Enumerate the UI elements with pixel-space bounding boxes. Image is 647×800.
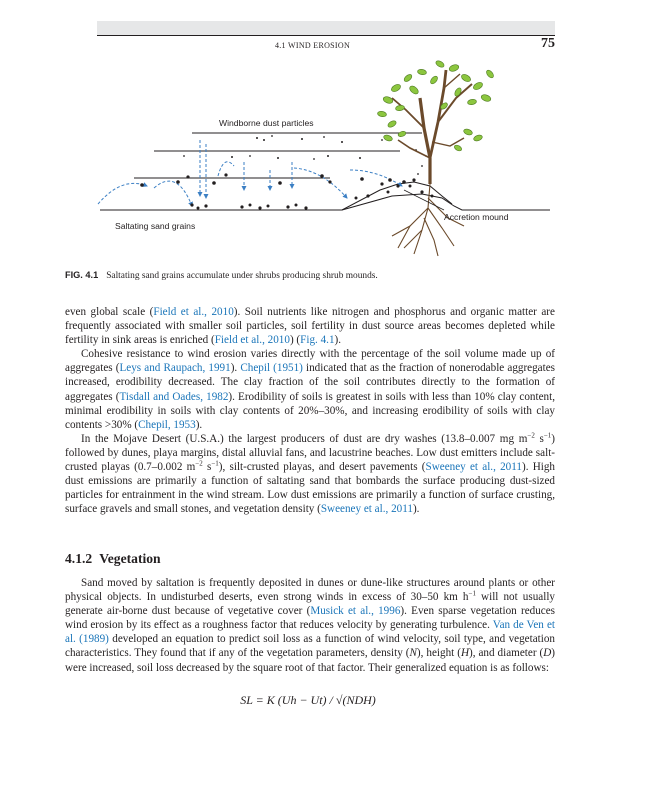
citation-link[interactable]: Sweeney et al., 2011 xyxy=(320,503,413,516)
mound-base xyxy=(342,194,550,210)
text-run: ). Even sparse vegetation reduces wind erosion by its effect as a roughness factor that reduces velocity by generating turbulence. xyxy=(65,605,556,632)
running-head: 4.1 WIND EROSION xyxy=(274,41,351,50)
paragraph-1 xyxy=(65,305,555,347)
paragraph-2 xyxy=(65,347,555,432)
superscript: −2 xyxy=(527,431,535,440)
citation-link[interactable]: Field et al., 2010 xyxy=(214,334,290,347)
body-text-lower xyxy=(65,576,555,675)
text-run: ) ( xyxy=(289,334,301,347)
section-number: 4.1.2 xyxy=(65,551,93,566)
text-run: will not usually generate air-borne dust because of vegetative cover ( xyxy=(65,591,555,618)
section-heading xyxy=(65,551,161,567)
citation-link[interactable]: Chepil (1951) xyxy=(240,362,303,375)
text-run: ), silt-crusted playas, and desert pavements ( xyxy=(218,461,426,474)
text-run: Sand moved by saltation is frequently deposited in dunes or dune-like structures around plants or other physical objects. In undisturbed deserts, even strong winds in excess of 30–50 km h xyxy=(65,577,555,604)
figure-caption-text: Saltating sand grains accumulate under shrubs producing shrub mounds. xyxy=(106,271,378,281)
text-run: ), and diameter ( xyxy=(469,647,544,660)
citation-link[interactable]: Leys and Raupach, 1991 xyxy=(119,362,231,375)
text-run: ). xyxy=(195,418,203,431)
header-bar xyxy=(97,21,555,36)
text-run: developed an equation to predict soil loss as a function of wind velocity, soil type, and vegetation characteristics. They found that if any of the vegetation parameters, density ( xyxy=(65,633,555,660)
text-run: ). xyxy=(412,503,420,516)
label-saltating-grains: Saltating sand grains xyxy=(115,221,196,231)
citation-link[interactable]: Chepil, 1953 xyxy=(138,418,196,431)
figure-4-1 xyxy=(92,58,554,258)
superscript: −2 xyxy=(195,459,203,468)
figure-caption xyxy=(65,270,555,281)
figure-caption-label: FIG. 4.1 xyxy=(65,270,99,280)
superscript: −1 xyxy=(468,589,476,598)
text-run: ). High dust emissions are primarily a function of saltating sand that bombards the surface producing dust-sized particles for entrainment in the wind stream. Low dust emissions are primarily a function of surface crusting, surface gravels and small stones, and vegetation density ( xyxy=(65,461,556,516)
text-run: ) followed by dunes, playa margins, distal alluvial fans, and lacustrine beaches. Low dust emitters include salt-crusted playas (0.7–0.002 m xyxy=(65,432,556,474)
text-run: ). xyxy=(334,334,342,347)
wind-erosion-diagram xyxy=(92,58,554,258)
citation-link[interactable]: Sweeney et al., 2011 xyxy=(425,461,522,474)
saltation-paths xyxy=(98,140,402,206)
text-run: ). xyxy=(230,362,241,375)
equation: SL = K (Uh − Ut) / √(NDH) xyxy=(240,693,376,707)
paragraph-3 xyxy=(65,432,555,517)
label-accretion-mound: Accretion mound xyxy=(444,212,509,222)
citation-link[interactable]: Van de Ven et al. (1989) xyxy=(65,619,555,646)
text-run: N xyxy=(409,647,417,660)
text-run: s xyxy=(534,432,544,445)
shrub-leaves xyxy=(377,59,495,152)
paragraph-4 xyxy=(65,576,555,675)
text-run: indicated that as the fraction of nonerodable aggregates increased, erodibility decreased. The clay fraction of the soil contributes directly to the formation of aggregates ( xyxy=(65,362,555,403)
text-run: even global scale ( xyxy=(65,306,154,318)
text-run: ) were increased, soil loss decreased by the square root of that factor. Their generalized equation is as follows: xyxy=(65,647,555,674)
shrub-stems xyxy=(392,70,472,184)
label-windborne-dust: Windborne dust particles xyxy=(219,118,314,128)
text-run: Cohesive resistance to wind erosion varies directly with the percentage of the soil volume made up of aggregates ( xyxy=(65,348,555,375)
superscript: −1 xyxy=(211,459,219,468)
superscript: −1 xyxy=(543,431,552,440)
citation-link[interactable]: Tisdall and Oades, 1982 xyxy=(119,390,229,403)
text-run: ). Soil nutrients like nitrogen and phosphorus and organic matter are frequently associated with smaller soil particles, soil fertility in dust source areas becomes depleted while fertility in sink areas is enriched ( xyxy=(65,306,555,347)
text-run: ). Erodibility of soils is greatest in soils with less than 10% clay content, minimal erodibility in soils with clay contents of 20%–30%, and increasing erodibility of soils with clay contents >30% ( xyxy=(65,390,555,431)
citation-link[interactable]: Fig. 4.1 xyxy=(300,334,335,347)
section-title: Vegetation xyxy=(99,551,161,566)
text-run: In the Mojave Desert (U.S.A.) the largest producers of dust are dry washes (13.8–0.007 mg m xyxy=(81,432,528,445)
text-run: ), height ( xyxy=(416,647,461,660)
citation-link[interactable]: Musick et al., 1996 xyxy=(310,605,401,618)
page-number: 75 xyxy=(541,36,555,51)
text-run: H xyxy=(460,647,469,660)
text-run: D xyxy=(543,647,552,660)
text-run: s xyxy=(202,461,212,474)
citation-link[interactable]: Field et al., 2010 xyxy=(153,306,234,318)
body-text-upper xyxy=(65,305,555,516)
